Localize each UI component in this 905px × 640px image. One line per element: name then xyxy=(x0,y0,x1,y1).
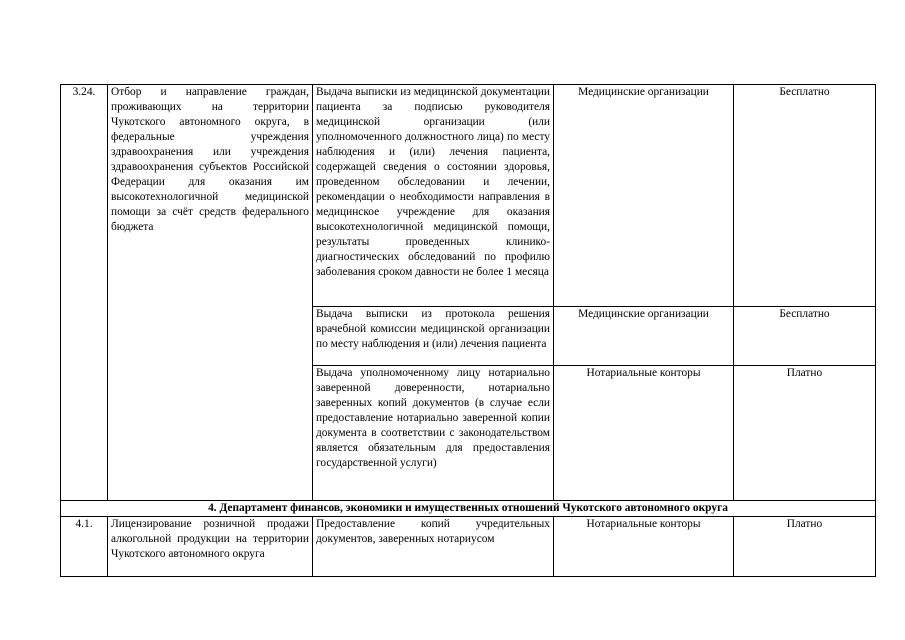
fee-status: Платно xyxy=(734,366,876,501)
fee-status: Бесплатно xyxy=(734,85,876,307)
issuing-organization: Нотариальные конторы xyxy=(554,517,734,577)
issuing-organization: Нотариальные конторы xyxy=(554,366,734,501)
fee-status: Платно xyxy=(734,517,876,577)
service-name: Лицензирование розничной продажи алкогольной продукции на территории Чукотского автономного округа xyxy=(108,517,313,577)
document-description: Предоставление копий учредительных документов, заверенных нотариусом xyxy=(313,517,554,577)
section-header-row xyxy=(61,501,876,517)
section-title: 4. Департамент финансов, экономики и имущественных отношений Чукотского автономного округа xyxy=(61,501,876,517)
services-table xyxy=(60,84,876,577)
fee-status: Бесплатно xyxy=(734,307,876,366)
document-description: Выдача уполномоченному лицу нотариально заверенной доверенности, нотариально заверенных копий документов (в случае если предоставление нотариально заверенной копии документа в соответствии с законодательством является обязательным для предоставления государственной услуги) xyxy=(313,366,554,501)
service-name: Отбор и направление граждан, проживающих на территории Чукотского автономного округа, в федеральные учреждения здравоохранения или учреждения здравоохранения субъектов Российской Федерации для оказания им высокотехнологичной медицинской помощи за счёт средств федерального бюджета xyxy=(108,85,313,501)
document-description: Выдача выписки из протокола решения врачебной комиссии медицинской организации по месту наблюдения и (или) лечения пациента xyxy=(313,307,554,366)
table-row xyxy=(61,85,876,307)
row-number: 4.1. xyxy=(61,517,108,577)
row-number: 3.24. xyxy=(61,85,108,501)
issuing-organization: Медицинские организации xyxy=(554,307,734,366)
document-description: Выдача выписки из медицинской документации пациента за подписью руководителя медицинской организации (или уполномоченного должностного лица) по месту наблюдения и (или) лечения пациента, содержащей сведения о состоянии здоровья, проведенном обследовании и лечении, рекомендации о необходимости направления в медицинское учреждение для оказания высокотехнологичной медицинской помощи, результаты проведенных клинико-диагностических обследований по профилю заболевания сроком давности не более 1 месяца xyxy=(313,85,554,307)
table-row xyxy=(61,517,876,577)
issuing-organization: Медицинские организации xyxy=(554,85,734,307)
